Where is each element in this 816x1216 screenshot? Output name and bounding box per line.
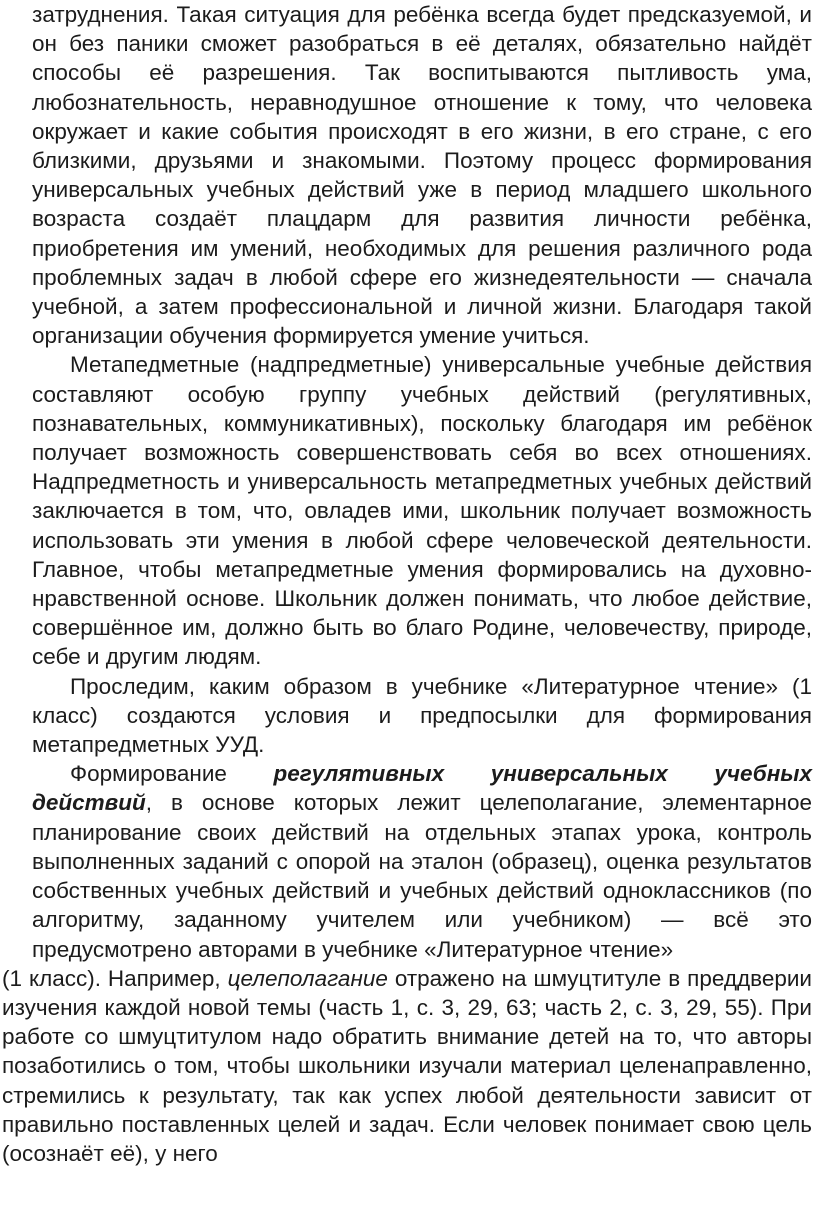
paragraph-goal-setting [2, 964, 812, 1168]
paragraph-body-text: отражено на шмуцтитуле в преддверии изучения каждой новой темы (часть 1, с. 3, 29, 63; часть 2, с. 3, 29, 55). При работе со шмуцтитулом надо обратить внимание детей на то, что авторы позаботились о том, чтобы школьники изучали материал целенаправленно, стремились к результату, так как успех любой деятельности зависит от правильно поставленных целей и задач. Если человек понимает свою цель (осознаёт её), у него [2, 965, 812, 1166]
paragraph-continuation: затруднения. Такая ситуация для ребёнка всегда будет предсказуемой, и он без паники сможет разобраться в её деталях, обязательно найдёт способы её разрешения. Так воспитываются пытливость ума, любознательность, неравнодушное отношение к тому, что человека окружает и какие события происходят в его жизни, в его стране, с его близкими, друзьями и знакомыми. Поэтому процесс формирования универсальных учебных действий уже в период младшего школьного возраста создаёт плацдарм для развития личности ребёнка, приобретения им умений, необходимых для решения различного рода проблемных задач в любой сфере его жизнедеятельности — сначала учебной, а затем профессиональной и личной жизни. Благодаря такой организации обучения формируется умение учиться. [32, 2, 812, 349]
document-page [2, 0, 813, 1168]
emphasis-regulative-uud: регулятивных универсальных учебных действий [32, 761, 813, 816]
paragraph-body-text: , в основе которых лежит целеполагание, элементарное планирование своих действий на отдельных этапах урока, контроль выполненных заданий с опорой на эталон (образец), оценка результатов собственных учебных действий и учебных действий одноклассников (по алгоритму, заданному учителем или учебником) — всё это предусмотрено авторами в учебнике «Литературное чтение» [32, 790, 812, 962]
paragraph-textbook-intro: Проследим, каким образом в учебнике «Литературное чтение» (1 класс) создаются условия и предпосылки для формирования метапредметных УУД. [32, 673, 812, 758]
emphasis-goal-setting: целеполагание [227, 965, 388, 991]
paragraph-lead-text: (1 класс). Например, [2, 965, 228, 991]
paragraph-metasubject-actions: Метапедметные (надпредметные) универсальные учебные действия составляют особую группу учебных действий (регулятивных, познавательных, коммуникативных), поскольку благодаря им ребёнок получает возможность совершенствовать себя во всех отношениях. Надпредметность и универсальность метапредметных учебных действий заключается в том, что, овладев ими, школьник получает возможность использовать эти умения в любой сфере человеческой деятельности. Главное, чтобы метапредметные умения формировались на духовно-нравственной основе. Школьник должен понимать, что любое действие, совершённое им, должно быть во благо Родине, человечеству, природе, себе и другим людям. [32, 352, 812, 670]
paragraph-regulative-actions [32, 759, 812, 963]
paragraph-lead-text: Формирование [70, 761, 274, 787]
